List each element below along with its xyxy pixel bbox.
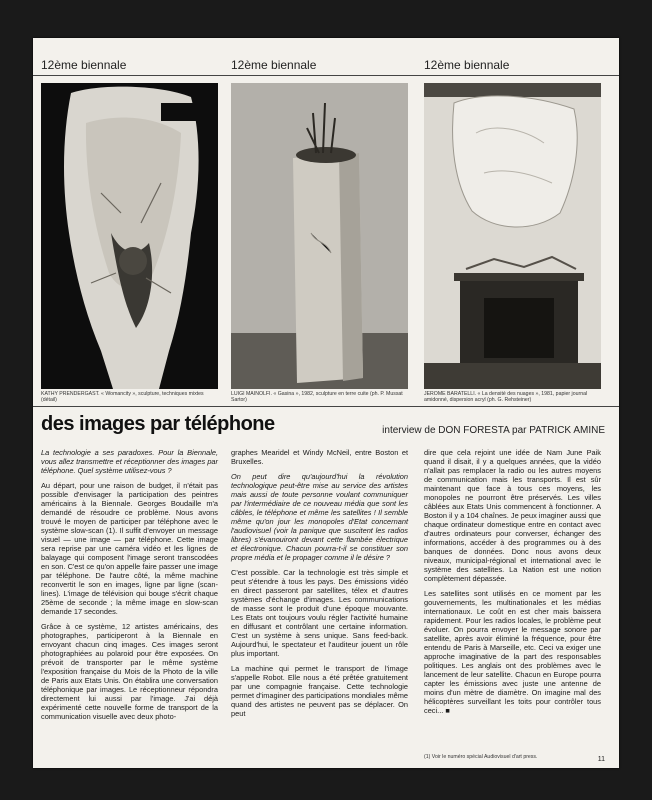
paragraph: Grâce à ce système, 12 artistes américains, des photographes, participeront à la Biennale en envoyant chacun cinq images. Ces images seront photographiées au polaroid pour être exposées. On prévoit de transporter par le même système l'exposition française du Mois de la Photo de la ville de Paris aux Etats Unis. On établira une conversation téléphonique par images. Le réceptionneur répondra directement lui aussi par l'image. J'ai déjà expérimenté cette nouvelle forme de transport de la communication visuelle avec deux photo- — [41, 622, 218, 721]
text-column-3 — [424, 448, 601, 721]
article-headline: des images par téléphone — [41, 413, 275, 435]
caption-2: LUIGI MAINOLFI. « Gasina », 1982, sculpture en terre cuite (ph. P. Mussat Sartor) — [231, 391, 403, 403]
interview-question: La technologie a ses paradoxes. Pour la Biennale, vous allez transmettre et réceptionner des images par téléphone. Quel système utilisez-vous ? — [41, 448, 218, 475]
article-byline: interview de DON FORESTA par PATRICK AMINE — [382, 425, 605, 436]
photo-gasina — [231, 83, 408, 389]
paragraph: Au départ, pour une raison de budget, il n'était pas possible d'envisager la participation des peintres américains à la Biennale. Georges Boudaille m'a demandé de résoudre ce problème. Nous avons trouvé le moyen de participer par téléphone avec le système slow-scan (1). Il suffit d'envoyer un message visuel — une image — par téléphone. Cette image sera reprise par une caméra vidéo et les lignes de balayage qui composent l'image seront transcodées en son. C'est ce qu'on appelle faire passer une image par téléphone. De l'autre côté, la même machine reconvertit le son en images, ligne par ligne (scan-lines). L'image de télévision qui bouge s'écrit chaque 25ème de seconde ; la même image en slow-scan demande 17 secondes. — [41, 481, 218, 616]
paragraph: La machine qui permet le transport de l'image s'appelle Robot. Elle nous a été prêtée gratuitement par une compagnie française. Cette technologie permet d'imaginer des participations mondiales même quand des artistes ne peuvent pas se déplacer. On peut — [231, 664, 408, 718]
text-column-2 — [231, 448, 408, 724]
page-number: 11 — [597, 756, 605, 763]
section-header-2: 12ème biennale — [231, 58, 317, 72]
section-header-3: 12ème biennale — [424, 58, 510, 72]
footnote: (1) Voir le numéro spécial Audiovisuel d'art press. — [424, 754, 538, 760]
paragraph: C'est possible. Car la technologie est très simple et peut s'étendre à tous les pays. Des émissions vidéo en direct passeront par satellites, télex et d'autres systèmes d'échange d'images. Les communications de masse sont le produit d'une époque mouvante. Les Etats ont toujours voulu régler l'activité humaine en diffusant et contrôlant une certaine information. C'est un système à sens unique. Sans feed-back. Aujourd'hui, le spectateur et l'auditeur jouent un rôle plus important. — [231, 568, 408, 658]
interview-question: On peut dire qu'aujourd'hui la révolution technologique peut-être mise au service des artistes mais aussi de toute personne voulant communiquer par l'intermédiaire de ce nouveau média que sont les câbles, le téléphone et même les satellites ! Il semble même qu'on jour les monopoles d'Etat concernant l'audiovisuel (voir la panique que suscitent les radios libres) s'évanouiront devant cette flambée électrique et électronique. Chacun pourra-t-il se constituer son propre média et le propager comme il le désire ? — [231, 472, 408, 562]
header-rule — [33, 75, 619, 76]
photo-densite-nuages — [424, 83, 601, 389]
section-header-1: 12ème biennale — [41, 58, 127, 72]
text-column-1 — [41, 448, 218, 727]
paragraph: Les satellites sont utilisés en ce moment par les gouvernements, les multinationales et les médias internationaux. Le coût en est cher mais baissera rapidement. Pour les radios locales, le problème peut évoluer. On pourra envoyer le message sonore par satellite, après avoir éliminé la fréquence, pour être entendu de Paris à Marseille, etc. Ceci va exiger une approche imaginative de la part des responsables politiques. Les anglais ont des problèmes avec le lancement de leur satellite. Chacun en Europe pourra capter les émissions avec juste une antenne de moins d'un mètre de diamètre. On imagine mal des hélicoptères surveillant les toits pour contrôler tous ceci... ■ — [424, 589, 601, 715]
paragraph: graphes Mearidel et Windy McNeil, entre Boston et Bruxelles. — [231, 448, 408, 466]
photo-womancity — [41, 83, 218, 389]
caption-3: JEROME BARATELLI. « La densité des nuages », 1981, papier journal amidonné, dispersion acryl (ph. G. Rehsteiner) — [424, 391, 588, 403]
paragraph: dire que cela rejoint une idée de Nam June Paik quand il disait, il y a quelques années, que la vidéo n'allait pas remplacer la radio ou les autres moyens de communication mais les transports. Il est sûr maintenant que face à tous ces moyens, les monopoles ne pourront être préservés. Les villes câblées aux Etats Unis commencent à fonctionner. A Boston il y a 104 chaînes. Je peux imaginer aussi que chaque ordinateur domestique entre en contact avec d'autres ordinateurs pour converser, échanger des informations, accéder à des programmes ou à des banques de données. Donc nous avons deux niveaux, municipal-régional et international avec le système des satellites. La Nation est une notion complètement dépassée. — [424, 448, 601, 583]
magazine-page — [33, 38, 619, 768]
caption-1: KATHY PRENDERGAST. « Womancity », sculpture, techniques mixtes (détail) — [41, 391, 204, 403]
caption-rule — [33, 406, 619, 407]
